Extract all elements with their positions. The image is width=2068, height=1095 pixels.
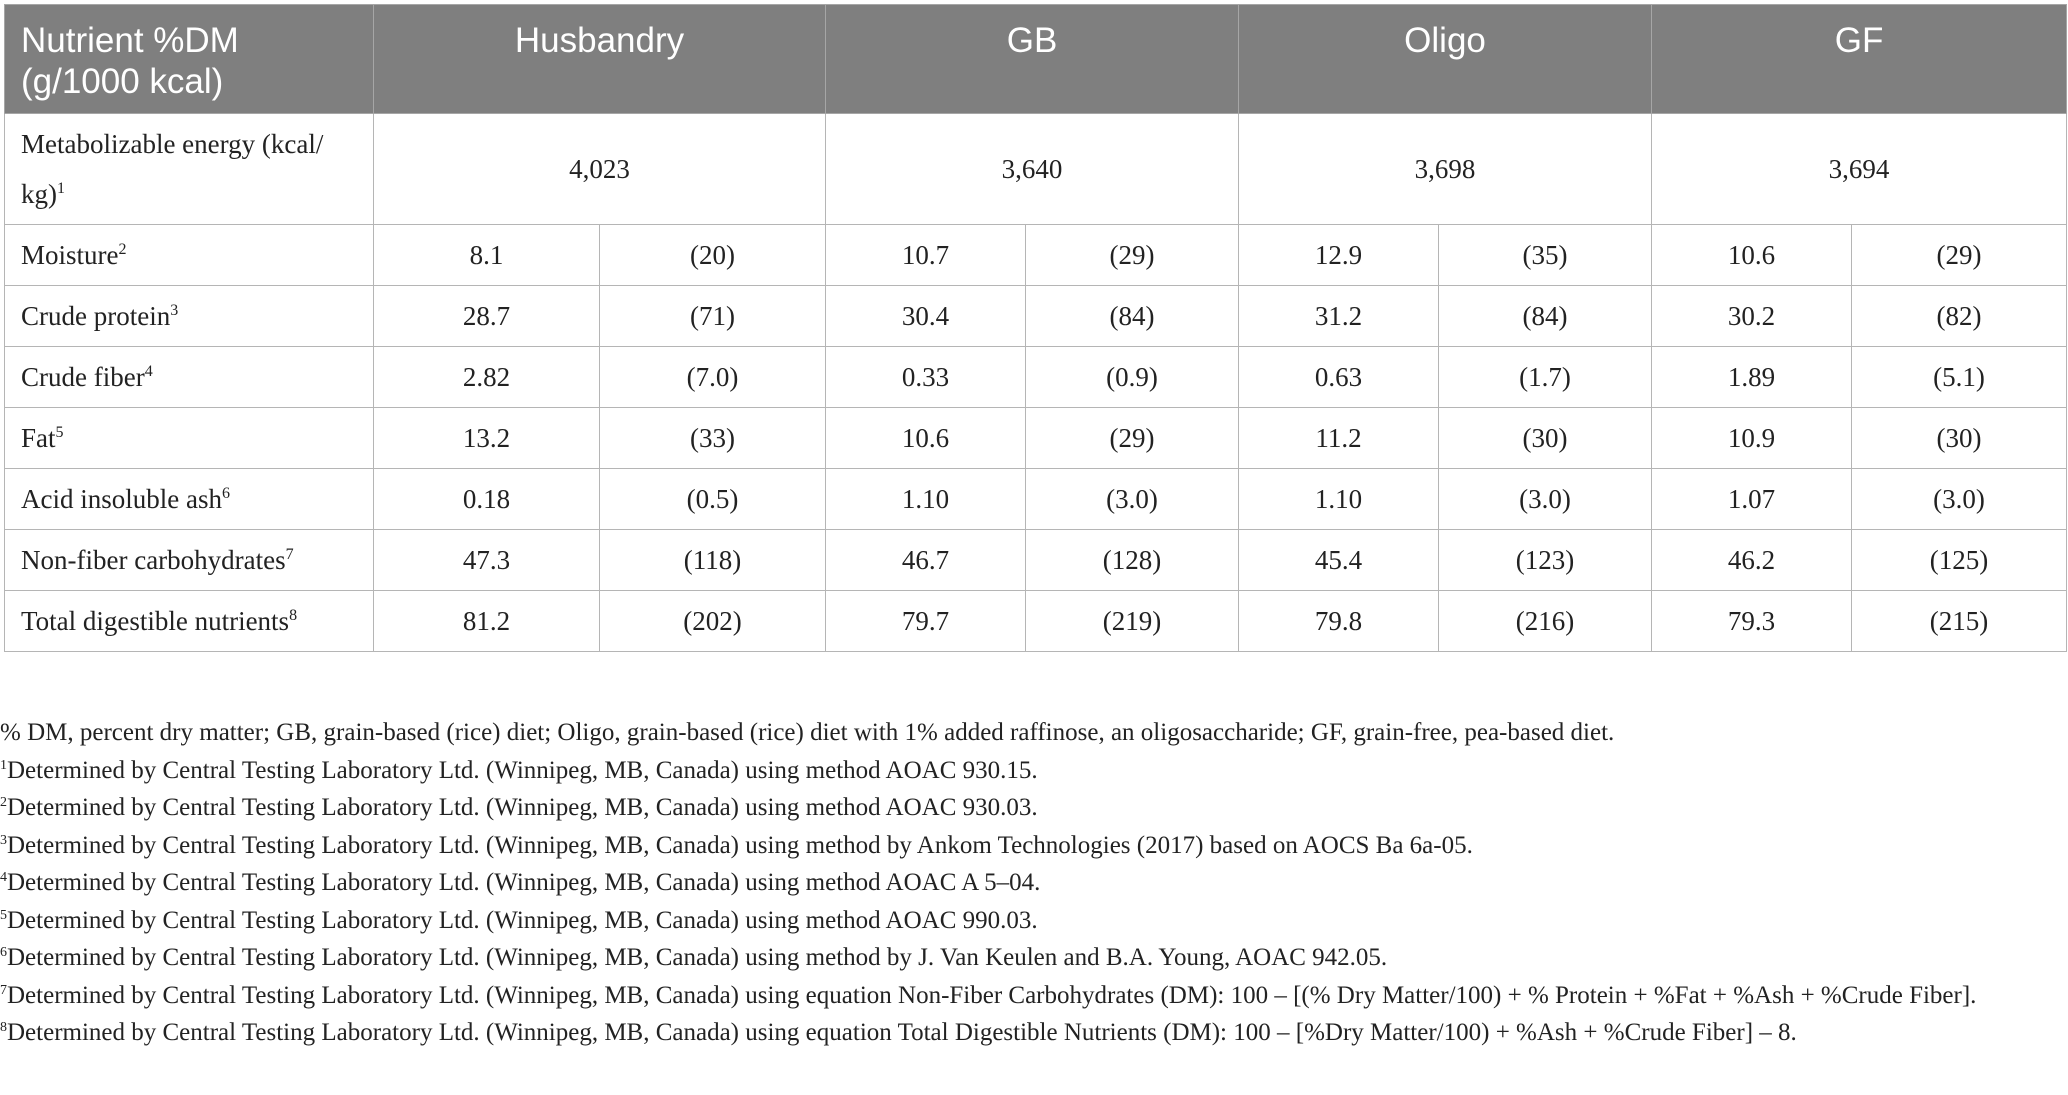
row-label — [5, 408, 374, 469]
row-label-text: Non-fiber carbohydrates — [21, 544, 286, 575]
cell-gb-g: (219) — [1026, 591, 1239, 652]
footnote-mark: 4 — [0, 870, 7, 885]
row-label — [5, 225, 374, 286]
cell-husbandry-pct: 8.1 — [374, 225, 600, 286]
footnote-mark: 2 — [0, 795, 7, 810]
footnote-6 — [0, 939, 2066, 977]
cell-gb-pct: 30.4 — [826, 286, 1026, 347]
group-header-gb: GB — [826, 5, 1239, 114]
table-row-non-fiber-carbohydrates — [5, 530, 2067, 591]
row-label — [5, 114, 374, 225]
footnote-mark: 1 — [0, 757, 7, 773]
metabolizable-energy-row — [5, 114, 2067, 225]
cell-oligo-g: (84) — [1439, 286, 1652, 347]
footnote-mark: 3 — [170, 301, 179, 319]
nutrient-header-line1: Nutrient %DM — [21, 21, 239, 60]
group-header-gf: GF — [1652, 5, 2067, 114]
row-label — [5, 286, 374, 347]
footnote-text: Determined by Central Testing Laboratory Ltd. (Winnipeg, MB, Canada) using method by J. Van Keulen and B.A. Young, AOAC 942.05. — [7, 944, 1388, 971]
cell-gb-pct: 1.10 — [826, 469, 1026, 530]
footnote-3 — [0, 827, 2066, 865]
cell-oligo-pct: 0.63 — [1239, 347, 1439, 408]
row-label-text: Acid insoluble ash — [21, 483, 222, 514]
footnote-mark: 5 — [0, 907, 7, 923]
cell-husbandry-g: (202) — [600, 591, 826, 652]
table-row-crude-protein — [5, 286, 2067, 347]
cell-gf-pct: 30.2 — [1652, 286, 1852, 347]
cell-gb-g: (84) — [1026, 286, 1239, 347]
cell-gf-g: (29) — [1852, 225, 2067, 286]
footnote-text: Determined by Central Testing Laboratory Ltd. (Winnipeg, MB, Canada) using equation Non-Fiber Carbohydrates (DM): 100 – [(% Dry Matter/100) + % Protein + %Fat + %Ash + %Crude Fiber]. — [7, 981, 1977, 1009]
cell-gb-pct: 10.7 — [826, 225, 1026, 286]
cell-gf-pct: 10.9 — [1652, 408, 1852, 469]
cell-gb-g: (29) — [1026, 225, 1239, 286]
cell-gb-pct: 46.7 — [826, 530, 1026, 591]
row-label-text: Total digestible nutrients — [21, 605, 290, 636]
footnote-text: Determined by Central Testing Laboratory Ltd. (Winnipeg, MB, Canada) using method by Ankom Technologies (2017) based on AOCS Ba 6a-05. — [7, 831, 1473, 859]
cell-husbandry-g: (118) — [600, 530, 826, 591]
cell-gf-g: (30) — [1852, 408, 2067, 469]
footnote-2 — [0, 789, 2066, 827]
footnote-mark: 6 — [221, 484, 230, 502]
cell-gb-g: (29) — [1026, 408, 1239, 469]
cell-gf-pct: 1.89 — [1652, 347, 1852, 408]
cell-gb-g: (3.0) — [1026, 469, 1239, 530]
cell-husbandry-g: (0.5) — [600, 469, 826, 530]
cell-oligo-pct: 31.2 — [1239, 286, 1439, 347]
row-label — [5, 591, 374, 652]
cell-husbandry-g: (71) — [600, 286, 826, 347]
footnote-mark: 6 — [0, 945, 7, 960]
cell-oligo-pct: 45.4 — [1239, 530, 1439, 591]
footnote-text: Determined by Central Testing Laboratory Ltd. (Winnipeg, MB, Canada) using equation Total Digestible Nutrients (DM): 100 – [%Dry Matter/100) + %Ash + %Crude Fiber] – 8. — [7, 1019, 1797, 1046]
cell-gf-g: (82) — [1852, 286, 2067, 347]
footnote-7 — [0, 977, 2066, 1015]
footnote-5 — [0, 902, 2066, 940]
energy-value-gf: 3,694 — [1652, 114, 2067, 225]
cell-gf-g: (3.0) — [1852, 469, 2067, 530]
table-row-total-digestible-nutrients — [5, 591, 2067, 652]
cell-gf-pct: 79.3 — [1652, 591, 1852, 652]
energy-label-line2: kg) — [21, 179, 57, 209]
row-label-text: Moisture — [21, 239, 119, 270]
footnote-mark: 7 — [0, 982, 7, 998]
cell-husbandry-g: (33) — [600, 408, 826, 469]
row-label — [5, 347, 374, 408]
footnote-text: Determined by Central Testing Laboratory Ltd. (Winnipeg, MB, Canada) using method AOAC 930.03. — [7, 794, 1038, 821]
cell-husbandry-pct: 47.3 — [374, 530, 600, 591]
table-row-acid-insoluble-ash — [5, 469, 2067, 530]
cell-gf-pct: 1.07 — [1652, 469, 1852, 530]
energy-value-gb: 3,640 — [826, 114, 1239, 225]
footnote-mark: 3 — [0, 832, 7, 848]
footnote-text: Determined by Central Testing Laboratory Ltd. (Winnipeg, MB, Canada) using method AOAC A 5–04. — [7, 869, 1041, 896]
footnote-mark: 1 — [57, 180, 65, 197]
cell-gf-pct: 46.2 — [1652, 530, 1852, 591]
cell-oligo-g: (216) — [1439, 591, 1652, 652]
footnote-1 — [0, 752, 2066, 790]
cell-husbandry-g: (7.0) — [600, 347, 826, 408]
cell-husbandry-pct: 0.18 — [374, 469, 600, 530]
cell-oligo-pct: 1.10 — [1239, 469, 1439, 530]
row-label — [5, 469, 374, 530]
table-row-moisture — [5, 225, 2067, 286]
energy-value-oligo: 3,698 — [1239, 114, 1652, 225]
table-row-fat — [5, 408, 2067, 469]
table-header-row — [5, 5, 2067, 114]
row-label — [5, 530, 374, 591]
cell-oligo-g: (1.7) — [1439, 347, 1652, 408]
cell-husbandry-pct: 81.2 — [374, 591, 600, 652]
nutrient-column-header — [5, 5, 374, 114]
cell-gb-pct: 10.6 — [826, 408, 1026, 469]
cell-oligo-g: (35) — [1439, 225, 1652, 286]
row-label-text: Crude fiber — [21, 361, 145, 392]
cell-gf-g: (125) — [1852, 530, 2067, 591]
footnote-4 — [0, 864, 2066, 902]
energy-label-line1: Metabolizable energy (kcal/ — [21, 129, 324, 159]
cell-oligo-pct: 12.9 — [1239, 225, 1439, 286]
footnote-mark: 5 — [55, 423, 64, 441]
cell-gb-pct: 79.7 — [826, 591, 1026, 652]
cell-husbandry-pct: 2.82 — [374, 347, 600, 408]
cell-gf-g: (5.1) — [1852, 347, 2067, 408]
energy-value-husbandry: 4,023 — [374, 114, 826, 225]
nutrient-table — [4, 4, 2067, 652]
footnote-mark: 2 — [118, 240, 127, 258]
cell-oligo-g: (3.0) — [1439, 469, 1652, 530]
cell-gb-pct: 0.33 — [826, 347, 1026, 408]
group-header-oligo: Oligo — [1239, 5, 1652, 114]
footnote-text: Determined by Central Testing Laboratory Ltd. (Winnipeg, MB, Canada) using method AOAC 930.15. — [7, 756, 1038, 784]
cell-husbandry-g: (20) — [600, 225, 826, 286]
table-row-crude-fiber — [5, 347, 2067, 408]
row-label-text: Crude protein — [21, 300, 171, 331]
cell-husbandry-pct: 28.7 — [374, 286, 600, 347]
cell-oligo-g: (123) — [1439, 530, 1652, 591]
cell-gf-g: (215) — [1852, 591, 2067, 652]
cell-husbandry-pct: 13.2 — [374, 408, 600, 469]
group-header-husbandry: Husbandry — [374, 5, 826, 114]
footnote-mark: 7 — [285, 545, 294, 563]
cell-gb-g: (0.9) — [1026, 347, 1239, 408]
footnote-mark: 8 — [289, 606, 298, 624]
footnote-text: Determined by Central Testing Laboratory Ltd. (Winnipeg, MB, Canada) using method AOAC 990.03. — [7, 906, 1038, 934]
cell-oligo-g: (30) — [1439, 408, 1652, 469]
cell-oligo-pct: 11.2 — [1239, 408, 1439, 469]
table-footnotes — [0, 714, 2066, 1052]
nutrient-header-line2: (g/1000 kcal) — [21, 61, 224, 101]
abbreviations-note: % DM, percent dry matter; GB, grain-based (rice) diet; Oligo, grain-based (rice) diet with 1% added raffinose, an oligosaccharide; GF, grain-free, pea-based diet. — [0, 719, 1615, 746]
row-label-text: Fat — [21, 422, 56, 453]
cell-oligo-pct: 79.8 — [1239, 591, 1439, 652]
cell-gb-g: (128) — [1026, 530, 1239, 591]
footnote-8 — [0, 1014, 2066, 1052]
cell-gf-pct: 10.6 — [1652, 225, 1852, 286]
footnote-mark: 8 — [0, 1020, 7, 1035]
footnote-mark: 4 — [144, 362, 153, 380]
